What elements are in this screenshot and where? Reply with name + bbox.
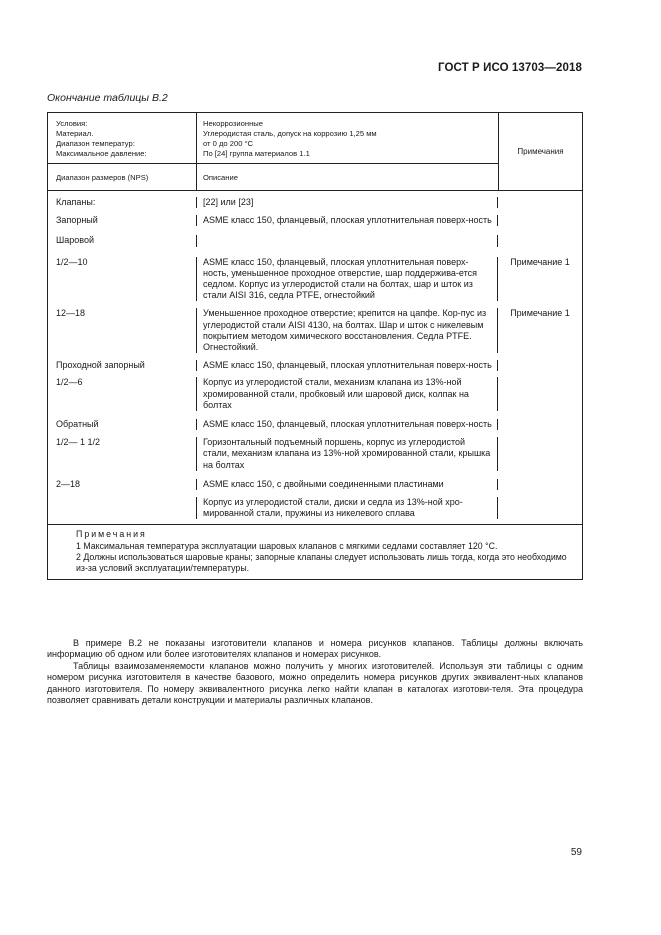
table-row: 12—18 Уменьшенное проходное отверстие; крепится на цапфе. Кор-пус из углеродистой стали AISI 4130, на болтах. Шар и шток с никелевым покрытием методом химического восстановления. Седла PTFE. Огнестойкий. Примечание 1 [48,301,582,353]
description-header: Описание [203,173,238,182]
table-row: 1/2—6 Корпус из углеродистой стали, механизм клапана из 13%-ной хромированной стали, пробковый или шаровой диск, колпак на болтах [48,371,582,411]
table-header [48,113,582,191]
body-paragraph: Таблицы взаимозаменяемости клапанов можно получить у многих изготовителей. Используя эти таблицы с одним номером рисунка изготовителя в качестве базового, можно определить номера рисунков других эквивалент-ных клапанов данного изготовителя. По номеру эквивалентного рисунка легко найти клапан в каталогах изготови-теля. Эта процедура позволяет сравнивать детали конструкции и материалы различных клапанов. [47,661,583,706]
note-item: 2 Должны использоваться шаровые краны; запорные клапаны следует использовать лишь тогда, когда это необходимо из-за условий эксплуатации/температуры. [76,551,567,574]
table-row: Проходной запорный ASME класс 150, фланцевый, плоская уплотнительная поверх-ность [48,353,582,371]
conditions-values: Некоррозионные Углеродистая сталь, допуск на коррозию 1,25 мм от 0 до 200 °С По [24] группа материалов 1.1 [203,119,377,158]
table-row: 1/2— 1 1/2 Горизонтальный подъемный поршень, корпус из углеродистой стали, механизм клапана из 13%-ной хромированной стали, крышка на болтах [48,430,582,471]
table-body [48,191,582,524]
table-row: 1/2—10 ASME класс 150, фланцевый, плоская уплотнительная поверх-ность, уменьшенное проходное отверстие, шар поддержива-ется седлом. Корпус из углеродистой стали на болтах, шар и шток из стали AISI 316, седла PTFE, огнестойкий Примечание 1 [48,247,582,302]
table-row: Запорный ASME класс 150, фланцевый, плоская уплотнительная поверх-ность [48,208,582,226]
table-row: 2—18 ASME класс 150, с двойными соединенными пластинами [48,471,582,490]
table-row: Шаровой [48,226,582,246]
table-caption: Окончание таблицы В.2 [47,92,168,104]
note-item: 1 Максимальная температура эксплуатации шаровых клапанов с мягкими седлами составляет 120 °С. [76,540,498,551]
table-notes [48,524,582,579]
table-row: Клапаны: [22] или [23] [48,191,582,208]
table-row: Обратный ASME класс 150, фланцевый, плоская уплотнительная поверх-ность [48,411,582,430]
notes-column-header: Примечания [517,147,564,156]
size-range-header: Диапазон размеров (NPS) [48,164,197,190]
page-number: 59 [570,847,582,858]
body-paragraph: В примере В.2 не показаны изготовители клапанов и номера рисунков клапанов. Таблицы должны включать информацию об одном или более изготовителях клапанов и номерах рисунков. [47,638,583,660]
valves-table [47,112,583,580]
notes-title: Примечания [76,529,147,540]
conditions-labels: Условия: Материал. Диапазон температур: Максимальное давление: [48,113,197,163]
table-row: Корпус из углеродистой стали, диски и седла из 13%-ной хро-мированной стали, пружины из никелевого сплава [48,490,582,524]
document-header: ГОСТ Р ИСО 13703—2018 [437,62,582,74]
